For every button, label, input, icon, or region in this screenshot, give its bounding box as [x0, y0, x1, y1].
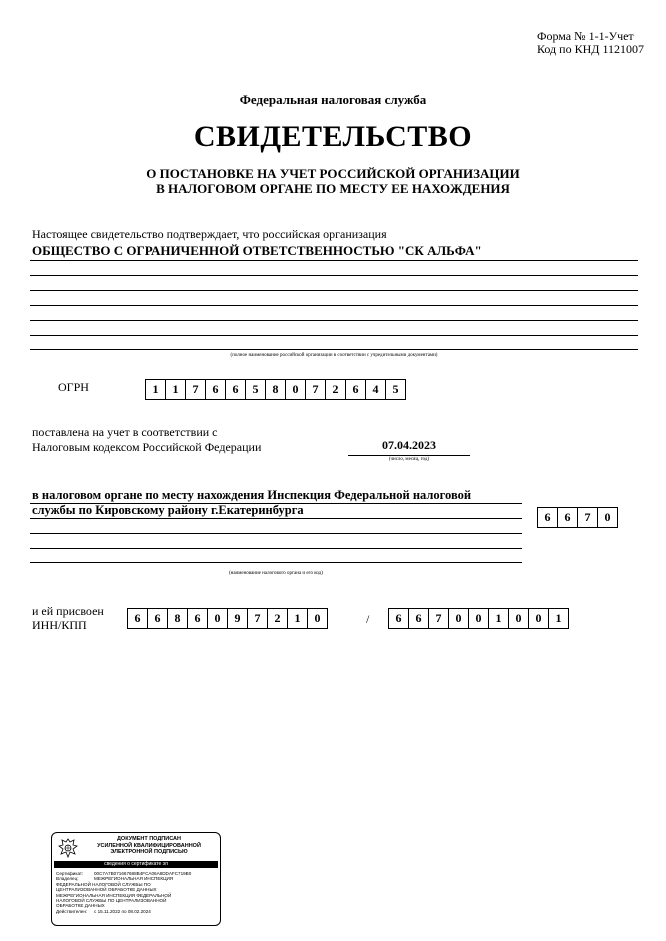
org-line	[30, 335, 638, 336]
inn-kpp-label-line-1: и ей присвоен	[32, 604, 104, 618]
organization-name: ОБЩЕСТВО С ОГРАНИЧЕННОЙ ОТВЕТСТВЕННОСТЬЮ "СК АЛЬФА"	[32, 243, 482, 258]
stamp-heading-line: ДОКУМЕНТ ПОДПИСАН	[117, 836, 181, 842]
authority-line	[30, 533, 522, 534]
authority-line	[30, 503, 522, 504]
stamp-owner-line: МЕЖРЕГИОНАЛЬНАЯ ИНСПЕКЦИЯ	[94, 876, 174, 882]
authority-caption: (наименование налогового органа и его код)	[229, 571, 323, 576]
intro-text: Настоящее свидетельство подтверждает, что российская организация	[32, 227, 387, 241]
stamp-heading-line: УСИЛЕННОЙ КВАЛИФИЦИРОВАННОЙ	[97, 842, 201, 849]
ogrn-digit: 5	[245, 379, 266, 400]
stamp-valid-row	[56, 909, 217, 914]
stamp-details	[56, 871, 217, 914]
ogrn-digit: 6	[205, 379, 226, 400]
ogrn-digit: 4	[365, 379, 386, 400]
stamp-valid-label: Действителен:	[56, 908, 88, 914]
org-name-caption: (полное наименование российской организации в соответствии с учредительными документами)	[230, 353, 438, 358]
inn-kpp-label	[32, 604, 104, 632]
ogrn-cells	[145, 379, 406, 400]
stamp-owner-line: МЕЖРЕГИОНАЛЬНАЯ ИНСПЕКЦИЯ ФЕДЕРАЛЬНОЙ	[56, 892, 172, 898]
date-line	[348, 455, 470, 456]
authority-code-cells	[537, 507, 618, 528]
authority-line	[30, 518, 522, 519]
stamp-owner-line: НАЛОГОВОЙ СЛУЖБЫ ПО ЦЕНТРАЛИЗОВАННОЙ	[56, 898, 167, 904]
authority-code-digit: 7	[577, 507, 598, 528]
inn-digit: 0	[207, 608, 228, 629]
kpp-digit: 0	[448, 608, 469, 629]
stamp-owner-line: ФЕДЕРАЛЬНОЙ НАЛОГОВОЙ СЛУЖБЫ ПО	[56, 881, 151, 887]
inn-digit: 0	[307, 608, 328, 629]
ogrn-digit: 6	[345, 379, 366, 400]
stamp-valid-value: с 15.11.2022 по 08.02.2024	[94, 908, 151, 914]
stamp-heading-line: ЭЛЕКТРОННОЙ ПОДПИСЬЮ	[110, 849, 188, 855]
inn-digit: 1	[287, 608, 308, 629]
form-number: Форма № 1-1-Учет	[537, 29, 634, 43]
ogrn-digit: 1	[145, 379, 166, 400]
kpp-digit: 0	[508, 608, 529, 629]
inn-digit: 2	[267, 608, 288, 629]
ogrn-digit: 7	[185, 379, 206, 400]
stamp-cert-label: Сертификат:	[56, 871, 84, 876]
stamp-owner-line: ЦЕНТРАЛИЗОВАННОЙ ОБРАБОТКЕ ДАННЫХ	[56, 887, 157, 893]
registration-line-2: Налоговым кодексом Российской Федерации	[32, 440, 262, 454]
issuing-service: Федеральная налоговая служба	[239, 92, 427, 107]
inn-digit: 6	[187, 608, 208, 629]
inn-digit: 8	[167, 608, 188, 629]
authority-code-digit: 0	[597, 507, 618, 528]
tax-authority-line-1: в налоговом органе по месту нахождения Инспекция Федеральной налоговой	[32, 488, 472, 502]
subtitle-line-1: О ПОСТАНОВКЕ НА УЧЕТ РОССИЙСКОЙ ОРГАНИЗАЦИИ	[146, 166, 520, 181]
stamp-owner-label: Владелец:	[56, 876, 79, 882]
inn-digit: 9	[227, 608, 248, 629]
kpp-digit: 0	[528, 608, 549, 629]
registration-line-1: поставлена на учет в соответствии с	[32, 425, 218, 439]
ogrn-digit: 7	[305, 379, 326, 400]
ogrn-digit: 2	[325, 379, 346, 400]
ogrn-digit: 5	[385, 379, 406, 400]
kpp-digit: 0	[468, 608, 489, 629]
kpp-digit: 1	[548, 608, 569, 629]
ogrn-digit: 0	[285, 379, 306, 400]
inn-digit: 6	[147, 608, 168, 629]
knd-code: Код по КНД 1121007	[537, 42, 644, 56]
kpp-digit: 6	[408, 608, 429, 629]
form-code	[537, 30, 644, 56]
ogrn-digit: 6	[225, 379, 246, 400]
ogrn-label: ОГРН	[58, 380, 89, 394]
org-line	[30, 260, 638, 261]
authority-code-digit: 6	[537, 507, 558, 528]
ogrn-digit: 1	[165, 379, 186, 400]
org-line	[30, 290, 638, 291]
stamp-cert-value: 00C7A7B071667688B4FCA06A8DDAFC719B0	[94, 871, 192, 876]
kpp-digit: 7	[428, 608, 449, 629]
org-line	[30, 275, 638, 276]
coat-of-arms-icon	[56, 837, 80, 859]
authority-line	[30, 562, 522, 563]
subtitle-line-2: В НАЛОГОВОМ ОРГАНЕ ПО МЕСТУ ЕЕ НАХОЖДЕНИЯ	[156, 181, 510, 196]
inn-cells	[127, 608, 328, 629]
kpp-digit: 6	[388, 608, 409, 629]
ogrn-digit: 8	[265, 379, 286, 400]
authority-code-digit: 6	[557, 507, 578, 528]
electronic-signature-stamp	[51, 832, 221, 926]
document-title: СВИДЕТЕЛЬСТВО	[193, 120, 473, 153]
registration-text	[32, 425, 261, 455]
org-line	[30, 320, 638, 321]
document-subtitle	[0, 166, 666, 196]
inn-digit: 7	[247, 608, 268, 629]
registration-date: 07.04.2023	[382, 438, 436, 452]
authority-line	[30, 548, 522, 549]
stamp-cert-bar: сведения о сертификате эп	[54, 861, 218, 868]
stamp-heading	[82, 836, 216, 856]
kpp-cells	[388, 608, 569, 629]
org-line	[30, 349, 638, 350]
tax-authority-line-2: службы по Кировскому району г.Екатеринбурга	[32, 503, 304, 517]
inn-digit: 6	[127, 608, 148, 629]
kpp-digit: 1	[488, 608, 509, 629]
date-caption: (число, месяц, год)	[388, 457, 430, 462]
org-line	[30, 305, 638, 306]
stamp-owner-line: ОБРАБОТКЕ ДАННЫХ	[56, 903, 105, 909]
inn-kpp-label-line-2: ИНН/КПП	[32, 618, 87, 632]
inn-kpp-separator: /	[366, 612, 370, 626]
